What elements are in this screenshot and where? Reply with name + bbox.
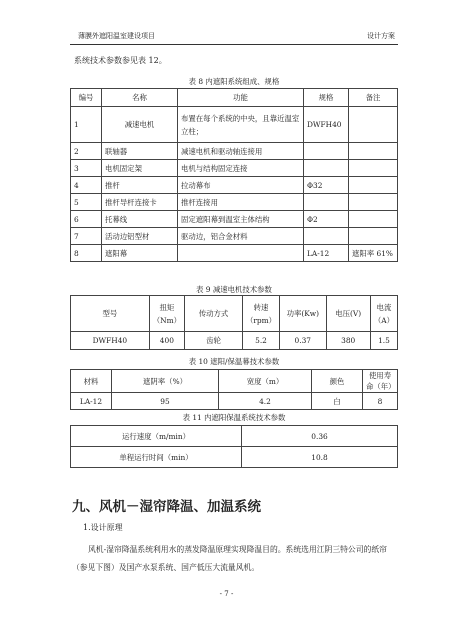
table9-header-row	[71, 296, 398, 332]
table9-cell: 380	[326, 332, 370, 350]
table9-cell: 400	[149, 332, 184, 350]
table8-cell	[304, 143, 349, 160]
table8-header-cell: 编号	[71, 89, 102, 107]
table10-cell: 4.2	[219, 393, 312, 410]
table11-cell: 0.36	[242, 426, 398, 447]
header-rule	[70, 44, 398, 45]
table8-cell: DWFH40	[304, 107, 349, 143]
table8-cell	[349, 107, 398, 143]
table10-header-cell: 材料	[71, 370, 112, 393]
table10	[70, 369, 398, 410]
table10-header-cell: 遮阴率（%）	[112, 370, 219, 393]
table9-header-cell: 型号	[71, 296, 150, 332]
table-row	[71, 447, 398, 468]
table11-cell: 10.8	[242, 447, 398, 468]
table9-cell: 0.37	[280, 332, 326, 350]
table8-cell: 推杆连接用	[178, 194, 304, 211]
table9-header-cell: 扭矩（Nm）	[149, 296, 184, 332]
table9-header-cell: 电流（A）	[370, 296, 397, 332]
table9-header-cell: 传动方式	[184, 296, 242, 332]
table8-cell: 联轴器	[102, 143, 178, 160]
table10-header-cell: 颜色	[312, 370, 363, 393]
table8-cell: 活动边铝型材	[102, 228, 178, 245]
table10-cell: LA-12	[71, 393, 112, 410]
table8	[70, 88, 398, 262]
table10-header-row	[71, 370, 398, 393]
table8-cell: 固定遮阳幕到温室主体结构	[178, 211, 304, 228]
table8-cell: 电机固定架	[102, 160, 178, 177]
table8-cell	[304, 194, 349, 211]
table8-cell: 8	[71, 245, 102, 262]
table8-header-cell: 功能	[178, 89, 304, 107]
table-row	[71, 332, 398, 350]
table8-cell: 遮阳率 61%	[349, 245, 398, 262]
table8-cell: 托幕线	[102, 211, 178, 228]
table10-cell: 白	[312, 393, 363, 410]
table9-header-cell: 功率(Kw)	[280, 296, 326, 332]
table8-cell	[349, 160, 398, 177]
table-row	[71, 245, 398, 262]
table8-cell: 驱动边，铝合金材料	[178, 228, 304, 245]
table8-cell: 5	[71, 194, 102, 211]
section-paragraph: 风机-湿帘降温系统利用水的蒸发降温原理实现降温目的。系统选用江阴三特公司的纸帘（参见下图）及国产水泵系统、国产低压大流量风机。	[72, 545, 387, 572]
header-left: 薄膜外遮阳温室建设项目	[78, 32, 155, 40]
table8-header-row	[71, 89, 398, 107]
table8-cell: 6	[71, 211, 102, 228]
table9	[70, 295, 398, 350]
section-subtitle: 1.设计原理	[83, 523, 123, 532]
table8-cell	[349, 228, 398, 245]
table9-caption: 表 9 减速电机技术参数	[196, 285, 272, 294]
table-row	[71, 107, 398, 143]
header-right: 设计方案	[367, 32, 395, 40]
table8-cell: 电机与结构固定连接	[178, 160, 304, 177]
table-row	[71, 177, 398, 194]
table-row	[71, 393, 398, 410]
table9-cell: DWFH40	[71, 332, 150, 350]
table8-cell: 遮阳幕	[102, 245, 178, 262]
table8-cell: 2	[71, 143, 102, 160]
table8-caption: 表 8 内遮阳系统组成、规格	[188, 77, 280, 86]
table-row	[71, 194, 398, 211]
page-number: - 7 -	[219, 590, 234, 598]
table9-header-cell: 电压(V)	[326, 296, 370, 332]
table11-cell: 单程运行时间（min）	[71, 447, 242, 468]
table9-header-cell: 转速（rpm）	[242, 296, 279, 332]
section-title: 九、风机－湿帘降温、加温系统	[72, 499, 261, 515]
table10-cell: 95	[112, 393, 219, 410]
table8-cell: 4	[71, 177, 102, 194]
table8-cell: 减速电机	[102, 107, 178, 143]
table-row	[71, 143, 398, 160]
table11-caption: 表 11 内遮阳保温系统技术参数	[182, 413, 286, 422]
table8-header-cell: 备注	[349, 89, 398, 107]
table8-cell: LA-12	[304, 245, 349, 262]
table8-cell	[349, 211, 398, 228]
intro-text: 系统技术参数参见表 12。	[74, 56, 167, 65]
table8-cell: 推杆导杆连接卡	[102, 194, 178, 211]
table9-cell: 5.2	[242, 332, 279, 350]
table8-cell	[349, 194, 398, 211]
table10-cell: 8	[363, 393, 398, 410]
table8-cell: 3	[71, 160, 102, 177]
table8-header-cell: 规格	[304, 89, 349, 107]
table8-cell: Φ2	[304, 211, 349, 228]
table8-cell: 推杆	[102, 177, 178, 194]
table8-cell	[178, 245, 304, 262]
table8-cell	[304, 228, 349, 245]
table8-cell	[304, 160, 349, 177]
table10-header-cell: 宽度（m）	[219, 370, 312, 393]
table-row	[71, 160, 398, 177]
table8-cell: 1	[71, 107, 102, 143]
table10-caption: 表 10 遮阳/保温幕技术参数	[188, 357, 280, 366]
table8-header-cell: 名称	[102, 89, 178, 107]
table8-cell	[349, 177, 398, 194]
table8-cell: Φ32	[304, 177, 349, 194]
table8-cell: 布置在每个系统的中央，且靠近温室立柱；	[178, 107, 304, 143]
table8-cell: 7	[71, 228, 102, 245]
table11-cell: 运行速度（m/min）	[71, 426, 242, 447]
table10-header-cell: 使用寿命（年）	[363, 370, 398, 393]
table-row	[71, 426, 398, 447]
table-row	[71, 228, 398, 245]
table8-cell: 拉动幕布	[178, 177, 304, 194]
table11	[70, 425, 398, 468]
table8-cell	[349, 143, 398, 160]
table-row	[71, 211, 398, 228]
table8-cell: 减速电机和驱动轴连接用	[178, 143, 304, 160]
table9-cell: 齿轮	[184, 332, 242, 350]
table9-cell: 1.5	[370, 332, 397, 350]
